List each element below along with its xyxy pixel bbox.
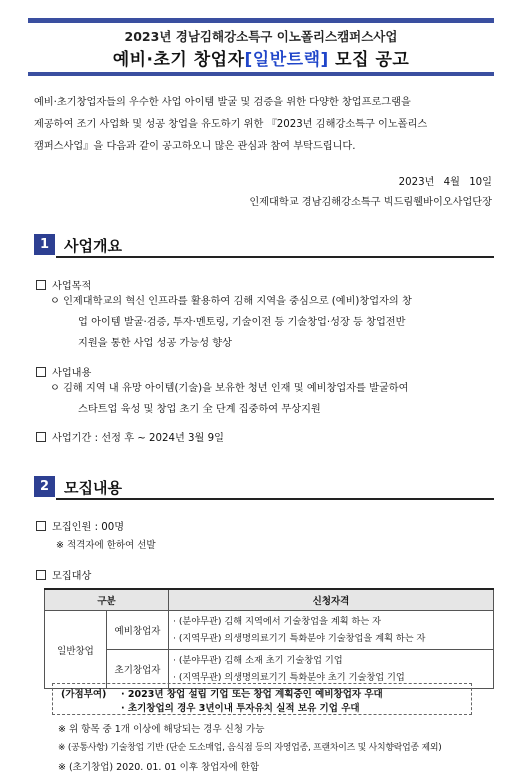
target-heading: [36, 567, 91, 582]
bonus-box: [52, 683, 472, 715]
checkbox-square-icon: [36, 367, 46, 377]
note-line: ※ (초기창업) 2020. 01. 01 이후 창업자에 한함: [58, 762, 260, 773]
section-2-title: 모집내용: [64, 479, 122, 497]
type-cell: 예비창업자: [107, 611, 169, 650]
page-title: [0, 45, 522, 70]
section-1-title: 사업개요: [64, 237, 122, 255]
count-text: 모집인원 : 00명: [52, 522, 125, 533]
period-line: [36, 429, 224, 444]
purpose-heading: [36, 277, 91, 292]
section-2-rule: [56, 498, 494, 500]
qualification-line: · (분야무관) 김해 소재 초기 기술창업 기업: [173, 655, 343, 666]
table-row: [45, 611, 494, 650]
title-part-2: 모집 공고: [328, 50, 410, 70]
content-heading: [36, 364, 91, 379]
intro-line: 예비·초기창업자들의 우수한 사업 아이템 발굴 및 검증을 위한 다양한 창업프로그램을: [34, 97, 411, 108]
type-cell: 초기창업자: [107, 650, 169, 689]
header-subtitle: 2023년 경남김해강소특구 이노폴리스캠퍼스사업: [124, 29, 398, 44]
bonus-label: (가점부여): [61, 689, 107, 700]
period-text: 사업기간 : 선정 후 ~ 2024년 3월 9일: [52, 433, 224, 444]
qualification-line: · (지역무관) 의생명의료기기 특화분야 기술창업을 계획 하는 자: [173, 633, 426, 644]
checkbox-square-icon: [36, 570, 46, 580]
purpose-text: [50, 291, 492, 354]
checkbox-square-icon: [36, 280, 46, 290]
count-line: [36, 518, 124, 533]
title-part-1: 예비·초기 창업자: [112, 50, 245, 70]
table-header-row: [45, 589, 494, 611]
content-label: 사업내용: [52, 368, 92, 379]
intro-line: 제공하여 조기 사업화 및 성공 창업을 유도하기 위한 『2023년 김해강소특구 이노폴리스: [34, 119, 428, 130]
purpose-line: 지원을 통한 사업 성공 가능성 향상: [78, 338, 232, 349]
intro-paragraph: [34, 92, 492, 158]
intro-line: 캠퍼스사업』을 다음과 같이 공고하오니 많은 관심과 참여 부탁드립니다.: [34, 141, 356, 152]
checkbox-square-icon: [36, 521, 46, 531]
table-header: 구분: [45, 589, 169, 611]
group-cell: 일반창업: [45, 611, 107, 689]
announce-date: 2023년 4월 10일: [398, 177, 492, 188]
qualification-line: · (분야무관) 김해 지역에서 기술창업을 계획 하는 자: [173, 616, 382, 627]
eligibility-table: [44, 588, 494, 689]
announce-org: 인제대학교 경남김해강소특구 빅드림웰바이오사업단장: [249, 197, 492, 208]
checkbox-square-icon: [36, 432, 46, 442]
purpose-line: ㅇ 인제대학교의 혁신 인프라를 활용하여 김해 지역을 중심으로 (예비)창업자의 창: [50, 296, 412, 307]
purpose-line: 업 아이템 발굴·검증, 투자·멘토링, 기술이전 등 기술창업·성장 등 창업전반: [78, 317, 406, 328]
content-line: 스타트업 육성 및 창업 초기 全 단계 집중하여 무상지원: [78, 404, 321, 415]
note-line: ※ (공통사항) 기술창업 기반 (단순 도소매업, 음식점 등의 자영업종, 프랜차이즈 및 사치향락업종 제외): [58, 743, 442, 753]
section-1-badge: 1: [34, 234, 55, 255]
bonus-line: · 초기창업의 경우 3년이내 투자유치 실적 보유 기업 우대: [121, 703, 360, 714]
bonus-line: · 2023년 창업 설립 기업 또는 창업 계획중인 예비창업자 우대: [121, 689, 383, 700]
note-line: ※ 위 항목 중 1개 이상에 해당되는 경우 신청 가능: [58, 724, 265, 735]
table-header: 신청자격: [169, 589, 494, 611]
header-bottom-rule: [28, 72, 494, 76]
header-top-rule: [28, 18, 494, 23]
target-label: 모집대상: [52, 571, 92, 582]
section-1-rule: [56, 256, 494, 258]
count-note: ※ 적격자에 한하여 선발: [56, 540, 156, 551]
qualification-cell: [169, 611, 494, 650]
purpose-label: 사업목적: [52, 281, 92, 292]
section-2-badge: 2: [34, 476, 55, 497]
content-line: ㅇ 김해 지역 내 유망 아이템(기술)을 보유한 청년 인재 및 예비창업자를 발굴하여: [50, 383, 409, 394]
content-text: [50, 378, 492, 420]
qualification-line: · (지역무관) 의생명의료기기 특화분야 초기 기술창업 기업: [173, 672, 405, 683]
title-accent: [일반트랙]: [244, 50, 329, 70]
